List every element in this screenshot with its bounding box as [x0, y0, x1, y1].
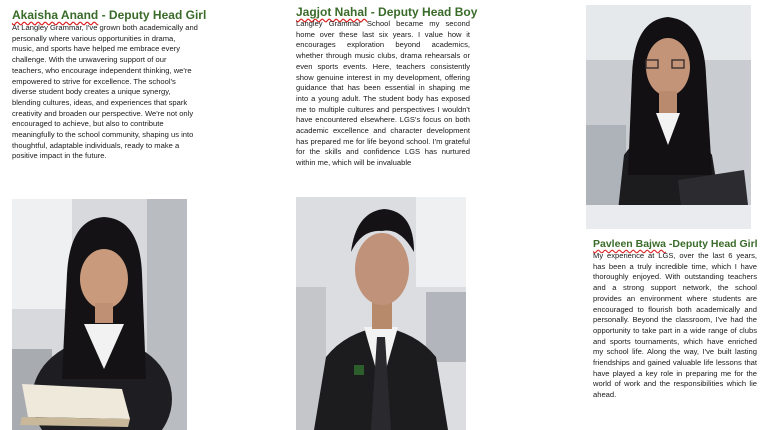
profile-name: Pavleen Bajwa [593, 238, 666, 250]
profile-testimonial-jagjot: Langley Grammar School became my second home over these last six years. I value how it encourages exploration beyond academics, whether through music clubs, drama rehearsals or even sports events. Here, teachers consistently show genuine interest in my development, offering guidance that has been essential in shaping me into a young adult. The student body has exposed me to multiple cultures and perspectives I wouldn't have encountered elsewhere. LGS's focus on both academic excellence and character development has prepared me for life beyond school. I'm grateful for the skills and confidence LGS has nurtured within me, which will be invaluable [296, 19, 470, 168]
profile-title: Deputy Head Boy [378, 5, 478, 19]
student-photo-pavleen [586, 5, 751, 229]
profile-heading-pavleen: Pavleen Bajwa -Deputy Head Girl [593, 238, 758, 250]
profile-title: Deputy Head Girl [108, 8, 207, 22]
student-photo-jagjot [296, 197, 466, 430]
profile-testimonial-pavleen: My experience at LGS, over the last 6 years, has been a truly incredible time, which I have thoroughly enjoyed. With outstanding teachers and a strong support network, the school provides an environment where students are encouraged to flourish both academically and personally. Beyond the classroom, I've had the opportunity to take part in a wide range of clubs and sports tournaments, which have enriched my school life. Along the way, I've built lasting friendships and gained valuable life lessons that have played a key role in preparing me for the world of work and the responsibilities which lie ahead. [593, 251, 757, 400]
profile-heading-jagjot: Jagjot Nahal - Deputy Head Boy [296, 5, 478, 19]
profile-name: Jagjot Nahal [296, 5, 368, 19]
profile-title: Deputy Head Girl [672, 238, 758, 250]
profile-name: Akaisha Anand [12, 8, 99, 22]
profile-testimonial-akaisha: At Langley Grammar, I've grown both academically and personally where various opportunities in drama, music, and sports have helped me embrace every challenge. With the unwavering support of our teachers, who encourage independent thinking, we're empowered to strive for excellence. The school's diverse student body creates a unique synergy, blending cultures, ideas, and experiences that spark creativity and broaden our perspective. We're not only encouraged to achieve, but also to contribute meaningfully to the school community, shaping us into thoughtful, adaptable individuals, ready to make a positive impact in the future. [12, 23, 198, 161]
profile-heading-akaisha: Akaisha Anand - Deputy Head Girl [12, 8, 207, 22]
student-photo-akaisha [12, 199, 187, 430]
